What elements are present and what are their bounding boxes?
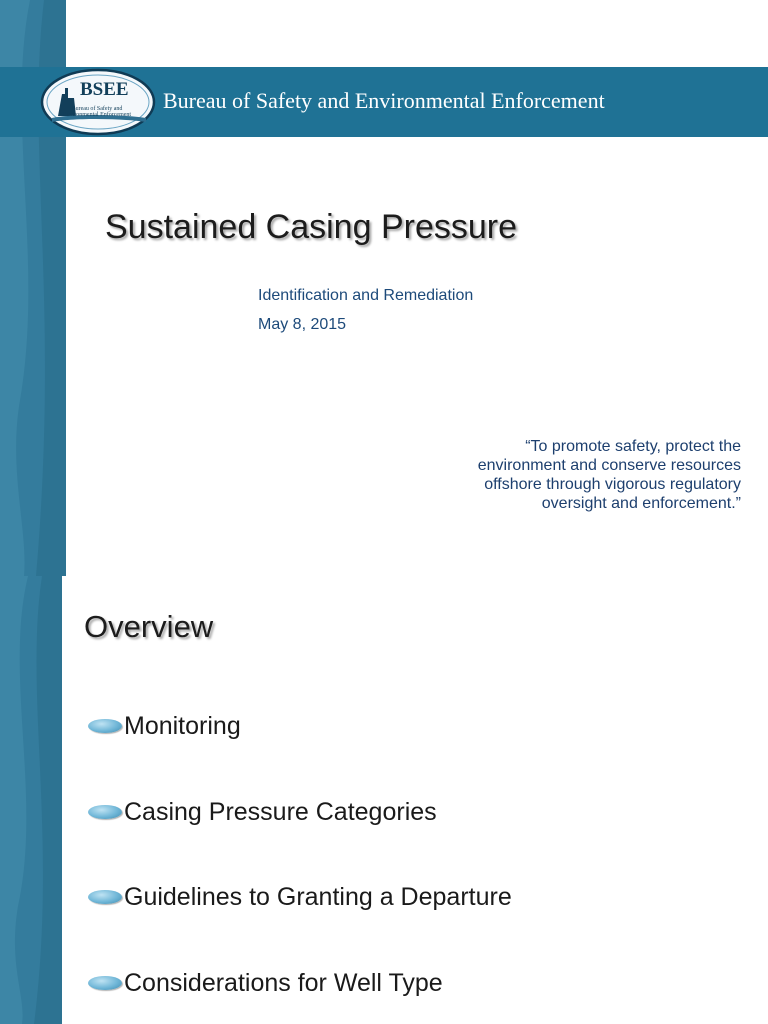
overview-slide [0,576,768,1024]
quote-line: oversight and enforcement.” [541,495,741,512]
wave-decoration [0,576,62,1024]
quote-line: environment and conserve resources [477,457,741,474]
overview-bullet [88,796,437,828]
presentation-date: May 8, 2015 [258,316,347,333]
bullet-label: Considerations for Well Type [124,968,443,997]
overview-bullet [88,881,512,913]
overview-bullet [88,710,241,742]
bullet-icon [88,805,122,819]
bullet-icon [88,719,122,733]
agency-name: Bureau of Safety and Environmental Enforcement [163,88,605,113]
bullet-label: Casing Pressure Categories [124,797,437,826]
left-decorative-stripe [0,576,62,1024]
bullet-icon [88,976,122,990]
bullet-icon [88,890,122,904]
bullet-label: Guidelines to Granting a Departure [124,882,512,911]
bullet-label: Monitoring [124,711,241,740]
logo-abbreviation: BSEE [80,79,129,100]
presentation-subtitle: Identification and Remediation [258,287,474,304]
quote-line: offshore through vigorous regulatory [484,476,741,493]
mission-quote [400,437,741,513]
presentation-title: Sustained Casing Pressure [105,208,518,246]
overview-title: Overview [84,609,214,644]
quote-line: “To promote safety, protect the [525,438,741,455]
overview-bullet [88,967,443,999]
logo-subtext: Bureau of Safety and Environmental Enforcement [62,106,132,118]
